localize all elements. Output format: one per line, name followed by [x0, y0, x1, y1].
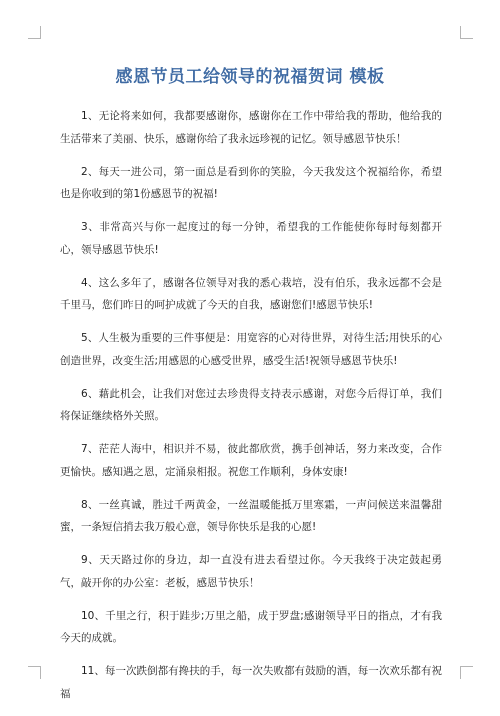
paragraph-8: 8、一丝真诚，胜过千两黄金，一丝温暖能抵万里寒霜，一声问候送来温馨甜蜜，一条短信捎去我万般心意，领导你快乐是我的心愿!: [60, 498, 442, 533]
paragraph-6: 6、藉此机会，让我们对您过去珍贵得支持表示感谢，对您今后得订单，我们将保证继续格外关照。: [60, 387, 442, 422]
paragraph-3: 3、非常高兴与你一起度过的每一分钟，希望我的工作能使你每时每刻都开心，领导感恩节快乐!: [60, 221, 442, 256]
document-body: [60, 105, 442, 716]
paragraph-11: 11、每一次跌倒都有搀扶的手，每一次失败都有鼓励的酒，每一次欢乐都有祝福: [60, 665, 442, 700]
document-title: 感恩节员工给领导的祝福贺词 模板: [115, 67, 385, 87]
paragraph-9: 9、天天路过你的身边，却一直没有进去看望过你。今天我终于决定鼓起勇气，敲开你的办公室：老板，感恩节快乐！: [60, 554, 442, 589]
paragraph-1: 1、无论将来如何，我都要感谢你，感谢你在工作中带给我的帮助，他给我的生活带来了美丽、快乐，感谢你给了我永远珍视的记忆。领导感恩节快乐！: [60, 110, 442, 145]
paragraph-10: 10、千里之行，积于跬步;万里之船，成于罗盘;感谢领导平日的指点，才有我今天的成就。: [60, 609, 442, 644]
crop-mark-bottom-right: [460, 666, 473, 679]
paragraph-5: 5、人生极为重要的三件事便是：用宽容的心对待世界，对待生活;用快乐的心创造世界，改变生活;用感恩的心感受世界，感受生活!祝领导感恩节快乐!: [60, 332, 442, 367]
paragraph-4: 4、这么多年了，感谢各位领导对我的悉心栽培，没有伯乐，我永远都不会是千里马，您们昨日的呵护成就了今天的自我，感谢您们!感恩节快乐!: [60, 276, 442, 311]
crop-mark-top-right: [460, 26, 473, 39]
paragraph-7: 7、茫茫人海中，相识并不易，彼此都欣赏，携手创神话，努力来改变，合作更愉快。感知遇之恩，定涌泉相报。祝您工作顺利，身体安康!: [60, 443, 442, 478]
crop-mark-bottom-left: [28, 666, 41, 679]
paragraph-2: 2、每天一进公司，第一面总是看到你的笑脸，今天我发这个祝福给你，希望也是你收到的第1份感恩节的祝福!: [60, 165, 442, 200]
crop-mark-top-left: [28, 26, 41, 39]
